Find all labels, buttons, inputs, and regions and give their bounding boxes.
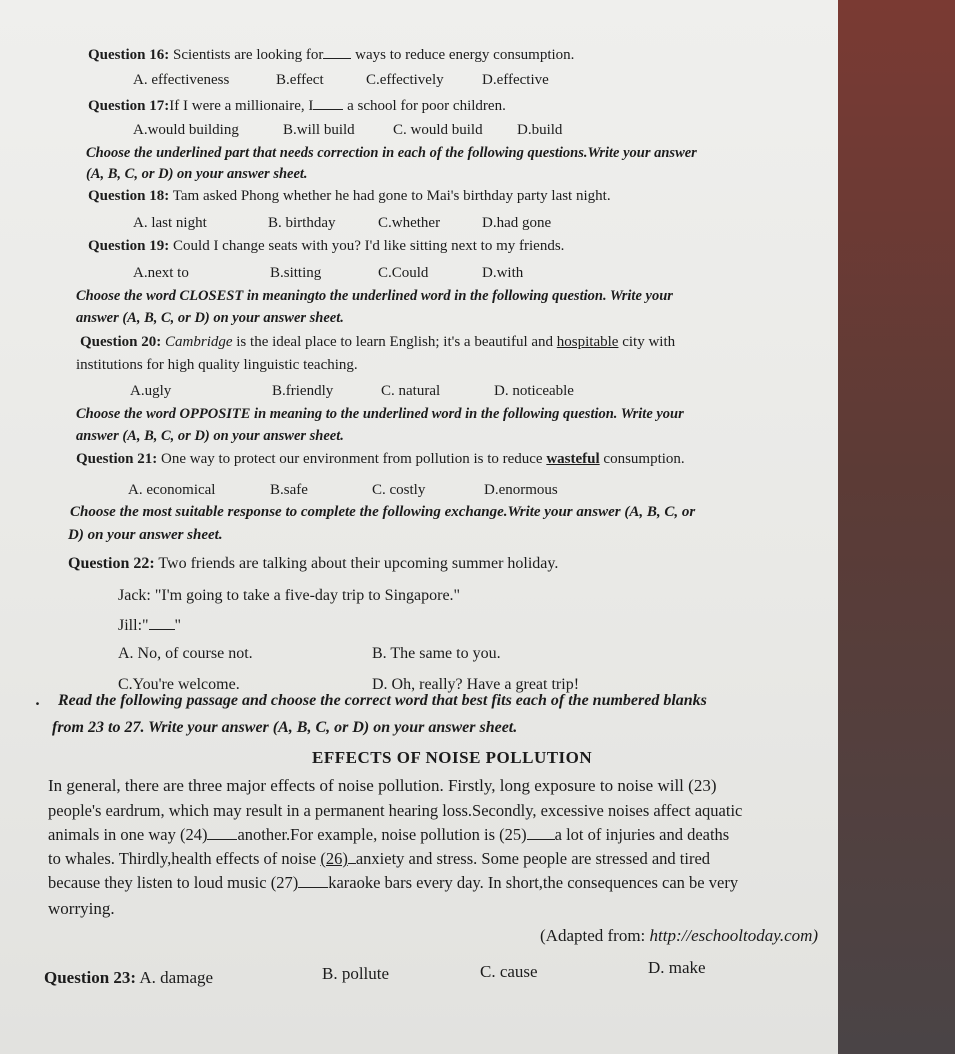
passage-source [540, 926, 818, 946]
question-22 [68, 555, 558, 573]
passage-line-5-part-a: because they listen to loud music (27) [48, 873, 299, 892]
question-23-option-c: C. cause [480, 962, 538, 981]
passage-line-1: In general, there are three major effects of noise pollution. Firstly, long exposure to noise will (23) [48, 776, 717, 795]
question-18-option-c: C.whether [378, 215, 441, 231]
question-21-option-d: D.enormous [484, 482, 558, 498]
question-21-underlined-word: wasteful [546, 451, 600, 467]
question-20-underlined-word: hospitable [556, 334, 619, 350]
question-22-jill-line [118, 617, 181, 635]
passage-blank-24 [207, 827, 237, 840]
passage-source-label: (Adapted from: [540, 926, 646, 945]
question-22-jill-close-quote: " [174, 617, 182, 634]
question-18-option-a: A. last night [133, 215, 207, 231]
instruction-opposite-line-2: answer (A, B, C, or D) on your answer sheet. [76, 428, 344, 444]
question-23 [44, 968, 213, 988]
question-17-text-before: If I were a millionaire, I [169, 98, 314, 114]
question-22-jack-line: Jack: "I'm going to take a five-day trip to Singapore." [118, 587, 461, 604]
passage-blank-25 [527, 827, 555, 840]
passage-line-4 [48, 849, 710, 869]
question-16-label: Question 16: [88, 47, 170, 63]
question-20-city: Cambridge [165, 334, 233, 350]
instruction-closest-line-2: answer (A, B, C, or D) on your answer sheet. [76, 310, 344, 326]
question-21-text-before: One way to protect our environment from pollution is to reduce [161, 451, 543, 467]
background-surface [838, 0, 955, 1054]
question-16-text-after: ways to reduce energy consumption. [355, 47, 575, 63]
instruction-passage-line-1: Read the following passage and choose the correct word that best fits each of the numbered blanks [58, 692, 707, 709]
question-22-jill-label: Jill:" [118, 617, 149, 634]
question-21-option-b: B.safe [270, 482, 308, 498]
question-16-option-d: D.effective [482, 72, 549, 88]
question-22-label: Question 22: [68, 555, 155, 572]
question-20-label: Question 20: [80, 334, 162, 350]
passage-blank-26-line [348, 851, 356, 864]
question-17-option-a: A.would building [133, 122, 239, 138]
question-21-text-after: consumption. [603, 451, 685, 467]
question-19-option-a: A.next to [133, 265, 189, 281]
passage-blank-27 [298, 875, 328, 888]
question-18-label: Question 18: [88, 188, 170, 204]
question-16-blank [323, 46, 351, 59]
question-16-option-c: C.effectively [366, 72, 444, 88]
passage-title: EFFECTS OF NOISE POLLUTION [312, 748, 593, 767]
question-17-option-d: D.build [517, 122, 563, 138]
question-22-text: Two friends are talking about their upcoming summer holiday. [158, 555, 559, 572]
question-20-option-c: C. natural [381, 383, 441, 399]
question-17-text-after: a school for poor children. [347, 98, 506, 114]
question-20-option-a: A.ugly [130, 383, 172, 399]
question-19 [88, 238, 564, 255]
question-18-option-d: D.had gone [482, 215, 552, 231]
question-20-text-mid: is the ideal place to learn English; it's a beautiful and [236, 334, 554, 350]
question-21-option-a: A. economical [128, 482, 216, 498]
passage-line-5-part-b: karaoke bars every day. In short,the consequences can be very [328, 873, 739, 892]
question-18 [88, 188, 611, 205]
question-22-option-b: B. The same to you. [372, 645, 501, 662]
passage-line-3 [48, 825, 729, 845]
question-16-option-a: A. effectiveness [133, 72, 230, 88]
passage-line-4-part-c: anxiety and stress. Some people are stressed and tired [355, 849, 711, 868]
question-17-label: Question 17: [88, 98, 170, 114]
instruction-closest-line-1: Choose the word CLOSEST in meaningto the underlined word in the following question. Write your [76, 288, 673, 304]
question-20-text-end: city with [622, 334, 676, 350]
question-20 [80, 334, 675, 351]
question-20-line-2: institutions for high quality linguistic teaching. [76, 357, 358, 373]
passage-line-6: worrying. [48, 899, 115, 918]
question-16 [88, 46, 574, 64]
question-21-option-c: C. costly [372, 482, 426, 498]
question-20-option-d: D. noticeable [494, 383, 574, 399]
instruction-response-line-2: D) on your answer sheet. [68, 527, 223, 543]
question-17-option-b: B.will build [283, 122, 355, 138]
passage-line-4-part-a: to whales. Thirdly,health effects of noise [48, 849, 317, 868]
question-17-blank [313, 97, 343, 110]
instruction-response-line-1: Choose the most suitable response to complete the following exchange.Write your answer (A, B, C, or [70, 504, 696, 520]
question-21 [76, 451, 685, 468]
passage-line-3-part-a: animals in one way (24) [48, 825, 208, 844]
passage-line-3-part-b: another.For example, noise pollution is (25) [237, 825, 527, 844]
passage-line-3-part-c: a lot of injuries and deaths [554, 825, 730, 844]
question-22-option-d: D. Oh, really? Have a great trip! [372, 676, 580, 693]
instruction-passage-bullet: . [36, 690, 41, 709]
question-19-option-c: C.Could [378, 265, 429, 281]
passage-source-url: http://eschooltoday.com) [649, 926, 819, 945]
question-21-label: Question 21: [76, 451, 158, 467]
instruction-correction-line-1: Choose the underlined part that needs correction in each of the following questions.Write your answer [86, 145, 697, 161]
question-22-option-c: C.You're welcome. [118, 676, 240, 693]
question-23-option-d: D. make [648, 958, 706, 977]
question-23-option-b: B. pollute [322, 964, 390, 983]
instruction-opposite-line-1: Choose the word OPPOSITE in meaning to the underlined word in the following question. Write your [76, 406, 684, 422]
instruction-passage-line-2: from 23 to 27. Write your answer (A, B, C, or D) on your answer sheet. [52, 719, 518, 736]
question-23-label: Question 23: [44, 968, 137, 987]
question-19-text: Could I change seats with you? I'd like sitting next to my friends. [173, 238, 565, 254]
question-22-blank [149, 617, 175, 630]
question-18-text: Tam asked Phong whether he had gone to Mai's birthday party last night. [172, 188, 611, 204]
passage-line-5 [48, 873, 738, 893]
question-19-label: Question 19: [88, 238, 170, 254]
question-16-option-b: B.effect [276, 72, 324, 88]
question-18-option-b: B. birthday [268, 215, 336, 231]
question-16-text-before: Scientists are looking for [173, 47, 324, 63]
instruction-correction-line-2: (A, B, C, or D) on your answer sheet. [86, 166, 308, 182]
question-19-option-d: D.with [482, 265, 524, 281]
question-20-option-b: B.friendly [272, 383, 334, 399]
passage-line-2: people's eardrum, which may result in a permanent hearing loss.Secondly, excessive noises affect aquatic [48, 801, 743, 820]
question-23-option-a: A. damage [139, 968, 214, 987]
question-22-option-a: A. No, of course not. [118, 645, 253, 662]
question-19-option-b: B.sitting [270, 265, 322, 281]
question-17-option-c: C. would build [393, 122, 483, 138]
passage-blank-26: (26) [320, 849, 348, 868]
question-17 [88, 97, 506, 115]
